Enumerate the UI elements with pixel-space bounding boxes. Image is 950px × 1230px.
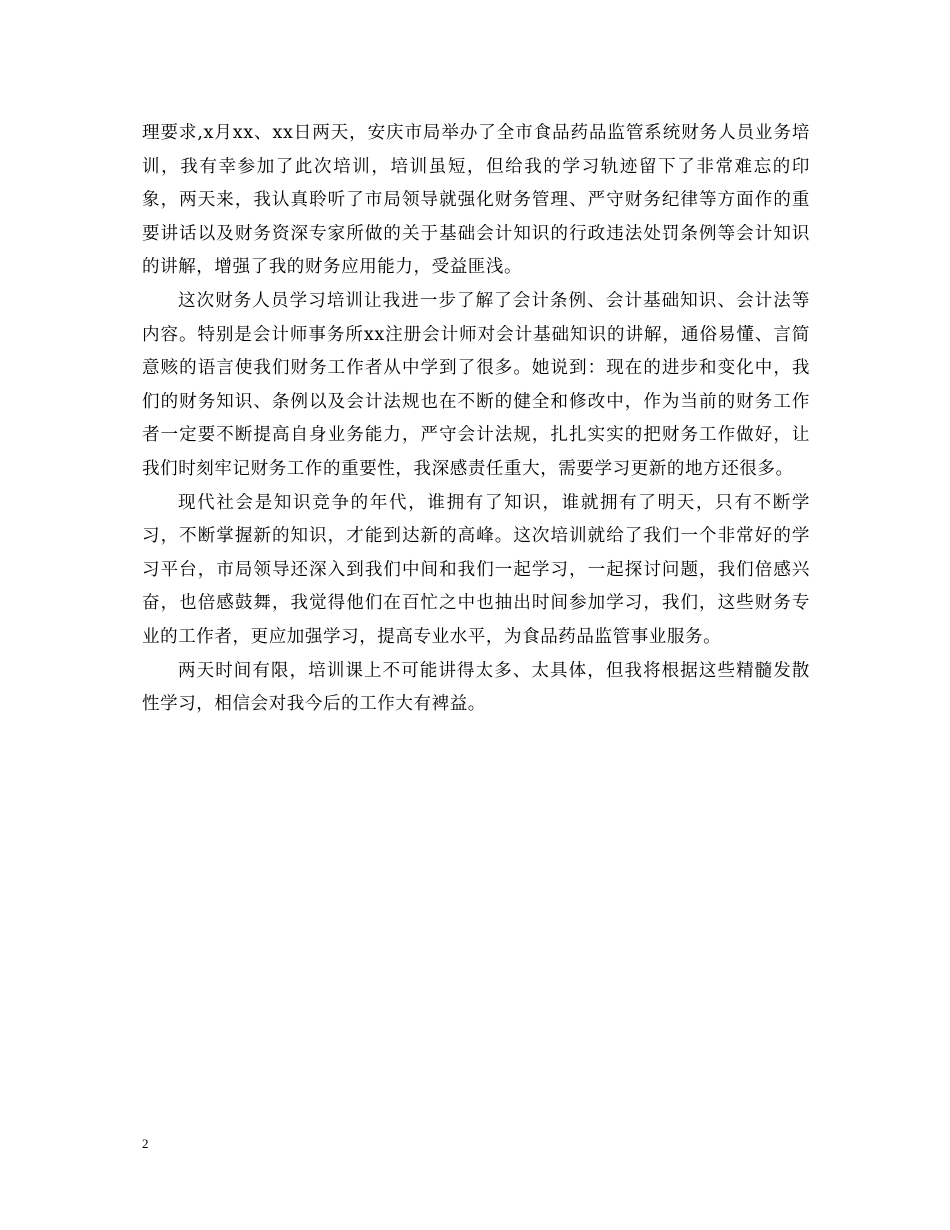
paragraph-2: 这次财务人员学习培训让我进一步了解了会计条例、会计基础知识、会计法等内容。特别是会计师事务所xx注册会计师对会计基础知识的讲解，通俗易懂、言简意赅的语言使我们财务工作者从中学到了很多。她说到：现在的进步和变化中，我们的财务知识、条例以及会计法规也在不断的健全和修改中，作为当前的财务工作者一定要不断提高自身业务能力，严守会计法规，扎扎实实的把财务工作做好，让我们时刻牢记财务工作的重要性，我深感责任重大，需要学习更新的地方还很多。	[142, 290, 810, 479]
paragraph-3: 现代社会是知识竞争的年代，谁拥有了知识，谁就拥有了明天，只有不断学习，不断掌握新的知识，才能到达新的高峰。这次培训就给了我们一个非常好的学习平台，市局领导还深入到我们中间和我们一起学习，一起探讨问题，我们倍感兴奋，也倍感鼓舞，我觉得他们在百忙之中也抽出时间参加学习，我们，这些财务专业的工作者，更应加强学习，提高专业水平，为食品药品监管事业服务。	[142, 492, 810, 647]
document-body	[142, 117, 810, 722]
paragraph-4: 两天时间有限，培训课上不可能讲得太多、太具体，但我将根据这些精髓发散性学习，相信会对我今后的工作大有裨益。	[142, 660, 810, 715]
page-number: 2	[142, 1136, 149, 1151]
paragraph-1: 理要求,x月xx、xx日两天，安庆市局举办了全市食品药品监管系统财务人员业务培训，我有幸参加了此次培训，培训虽短，但给我的学习轨迹留下了非常难忘的印象，两天来，我认真聆听了市局领导就强化财务管理、严守财务纪律等方面作的重要讲话以及财务资深专家所做的关于基础会计知识的行政违法处罚条例等会计知识的讲解，增强了我的财务应用能力，受益匪浅。	[142, 123, 810, 278]
